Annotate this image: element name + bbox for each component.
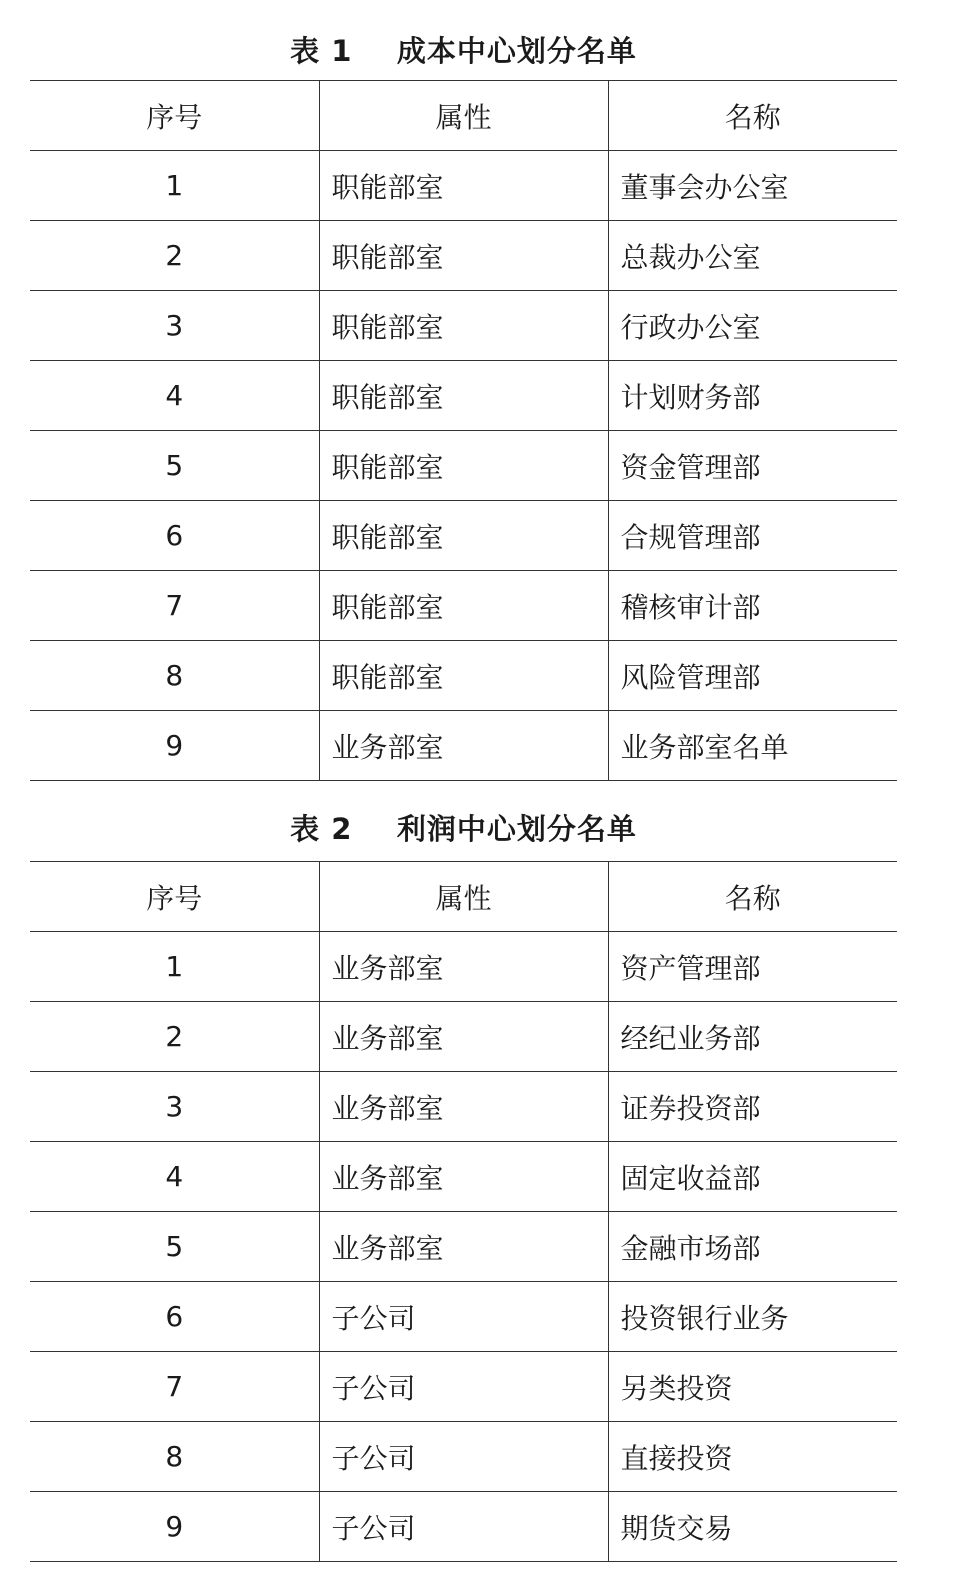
index-cell: 7 xyxy=(30,571,319,641)
index-cell: 6 xyxy=(30,1282,319,1352)
column-header-index: 序号 xyxy=(30,81,319,151)
table-row xyxy=(30,1492,897,1562)
table-header-row xyxy=(30,81,897,151)
attribute-cell: 职能部室 xyxy=(319,221,608,291)
name-cell: 稽核审计部 xyxy=(608,571,897,641)
index-cell: 1 xyxy=(30,151,319,221)
name-cell: 直接投资 xyxy=(608,1422,897,1492)
name-cell: 投资银行业务 xyxy=(608,1282,897,1352)
table-row xyxy=(30,431,897,501)
attribute-cell: 职能部室 xyxy=(319,151,608,221)
name-cell: 业务部室名单 xyxy=(608,711,897,781)
table-row xyxy=(30,1422,897,1492)
cost-center-table xyxy=(30,80,897,781)
index-cell: 3 xyxy=(30,1072,319,1142)
index-cell: 8 xyxy=(30,641,319,711)
table-row xyxy=(30,1142,897,1212)
index-cell: 5 xyxy=(30,1212,319,1282)
attribute-cell: 子公司 xyxy=(319,1492,608,1562)
column-header-attribute: 属性 xyxy=(319,81,608,151)
table-header-row xyxy=(30,862,897,932)
table-row xyxy=(30,1002,897,1072)
attribute-cell: 业务部室 xyxy=(319,711,608,781)
name-cell: 固定收益部 xyxy=(608,1142,897,1212)
name-cell: 计划财务部 xyxy=(608,361,897,431)
table-row xyxy=(30,1352,897,1422)
attribute-cell: 业务部室 xyxy=(319,1072,608,1142)
name-cell: 金融市场部 xyxy=(608,1212,897,1282)
attribute-cell: 职能部室 xyxy=(319,291,608,361)
index-cell: 8 xyxy=(30,1422,319,1492)
table-row xyxy=(30,932,897,1002)
index-cell: 3 xyxy=(30,291,319,361)
attribute-cell: 子公司 xyxy=(319,1352,608,1422)
attribute-cell: 职能部室 xyxy=(319,361,608,431)
table-row xyxy=(30,1072,897,1142)
index-cell: 5 xyxy=(30,431,319,501)
attribute-cell: 业务部室 xyxy=(319,1142,608,1212)
name-cell: 董事会办公室 xyxy=(608,151,897,221)
table-row xyxy=(30,1282,897,1352)
table-row xyxy=(30,711,897,781)
name-cell: 风险管理部 xyxy=(608,641,897,711)
index-cell: 2 xyxy=(30,221,319,291)
table-row xyxy=(30,361,897,431)
name-cell: 合规管理部 xyxy=(608,501,897,571)
attribute-cell: 职能部室 xyxy=(319,431,608,501)
table-row xyxy=(30,641,897,711)
attribute-cell: 业务部室 xyxy=(319,1212,608,1282)
table-2-caption: 表 2 利润中心划分名单 xyxy=(290,812,637,846)
column-header-attribute: 属性 xyxy=(319,862,608,932)
table-1-caption: 表 1 成本中心划分名单 xyxy=(290,34,637,68)
column-header-index: 序号 xyxy=(30,862,319,932)
name-cell: 期货交易 xyxy=(608,1492,897,1562)
index-cell: 1 xyxy=(30,932,319,1002)
index-cell: 7 xyxy=(30,1352,319,1422)
attribute-cell: 子公司 xyxy=(319,1422,608,1492)
attribute-cell: 业务部室 xyxy=(319,1002,608,1072)
attribute-cell: 职能部室 xyxy=(319,571,608,641)
index-cell: 2 xyxy=(30,1002,319,1072)
attribute-cell: 子公司 xyxy=(319,1282,608,1352)
profit-center-table xyxy=(30,861,897,1562)
name-cell: 另类投资 xyxy=(608,1352,897,1422)
index-cell: 6 xyxy=(30,501,319,571)
index-cell: 9 xyxy=(30,1492,319,1562)
index-cell: 4 xyxy=(30,1142,319,1212)
attribute-cell: 职能部室 xyxy=(319,501,608,571)
name-cell: 资产管理部 xyxy=(608,932,897,1002)
table-row xyxy=(30,1212,897,1282)
attribute-cell: 业务部室 xyxy=(319,932,608,1002)
attribute-cell: 职能部室 xyxy=(319,641,608,711)
index-cell: 9 xyxy=(30,711,319,781)
table-row xyxy=(30,221,897,291)
table-row xyxy=(30,501,897,571)
column-header-name: 名称 xyxy=(608,81,897,151)
name-cell: 证券投资部 xyxy=(608,1072,897,1142)
name-cell: 行政办公室 xyxy=(608,291,897,361)
table-row xyxy=(30,151,897,221)
name-cell: 经纪业务部 xyxy=(608,1002,897,1072)
table-row xyxy=(30,291,897,361)
index-cell: 4 xyxy=(30,361,319,431)
table-row xyxy=(30,571,897,641)
column-header-name: 名称 xyxy=(608,862,897,932)
name-cell: 资金管理部 xyxy=(608,431,897,501)
name-cell: 总裁办公室 xyxy=(608,221,897,291)
